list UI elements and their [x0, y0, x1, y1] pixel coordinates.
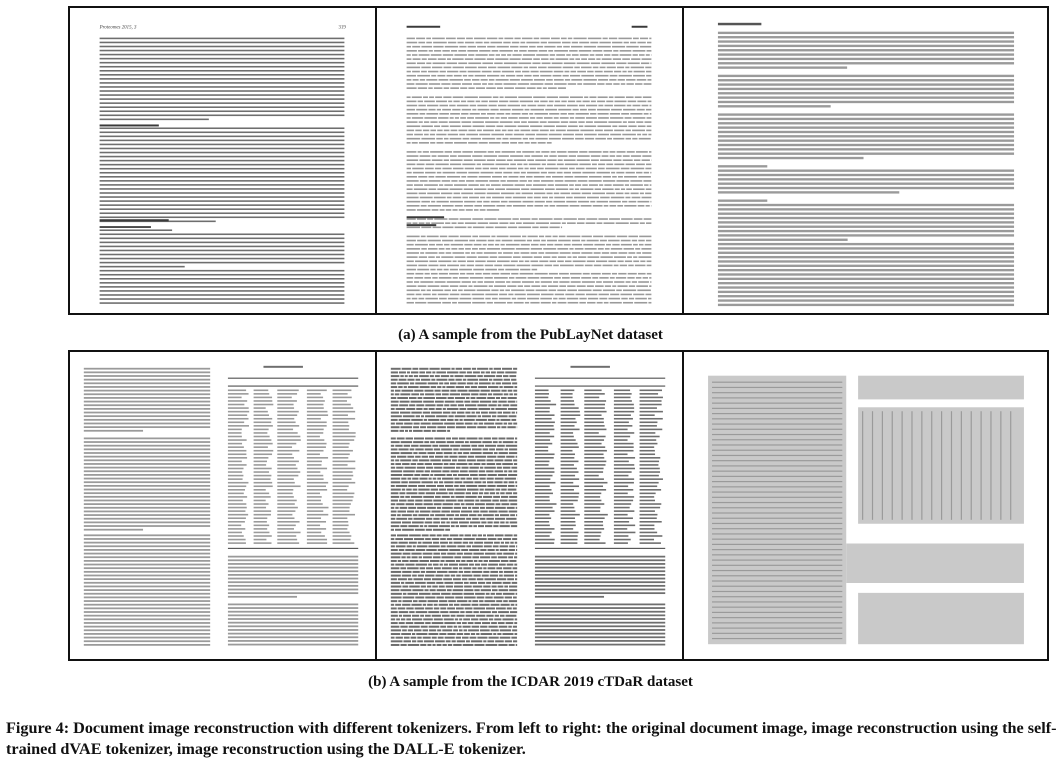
text-lines	[100, 38, 345, 304]
text-lines	[407, 38, 652, 304]
panel-publaynet-original	[68, 6, 377, 315]
icdar-original-page	[70, 352, 375, 659]
table	[535, 366, 665, 549]
panel-icdar-dvae	[375, 350, 684, 661]
icdar-dvae-page	[377, 352, 682, 659]
text-lines	[391, 368, 517, 646]
page-header-right: 319	[338, 25, 346, 31]
panel-publaynet-dalle	[682, 6, 1049, 315]
panel-icdar-original	[68, 350, 377, 661]
blurred-blocks	[708, 376, 1024, 645]
figure-caption: Figure 4: Document image reconstruction with different tokenizers. From left to right: the original document image, image reconstruction using the self-trained dVAE tokenizer, image reconstruction using the DALL-E tokenizer.	[6, 719, 1057, 758]
row-icdar	[68, 350, 1049, 661]
panel-publaynet-dvae	[375, 6, 684, 315]
panel-icdar-dalle	[682, 350, 1049, 661]
table	[228, 366, 358, 549]
text-lines	[535, 556, 665, 646]
subcaption-a: (a) A sample from the PubLayNet dataset	[398, 327, 663, 343]
publaynet-dvae-page	[377, 8, 682, 313]
text-lines	[718, 32, 1014, 306]
row-publaynet	[68, 6, 1049, 315]
page-header-left: Proteomes 2015, 3	[99, 25, 137, 31]
publaynet-original-page	[70, 8, 375, 313]
text-lines	[84, 368, 210, 646]
publaynet-dalle-page	[684, 8, 1047, 313]
subcaption-b: (b) A sample from the ICDAR 2019 cTDaR dataset	[368, 674, 693, 690]
icdar-dalle-page	[684, 352, 1047, 659]
text-lines	[228, 556, 358, 646]
